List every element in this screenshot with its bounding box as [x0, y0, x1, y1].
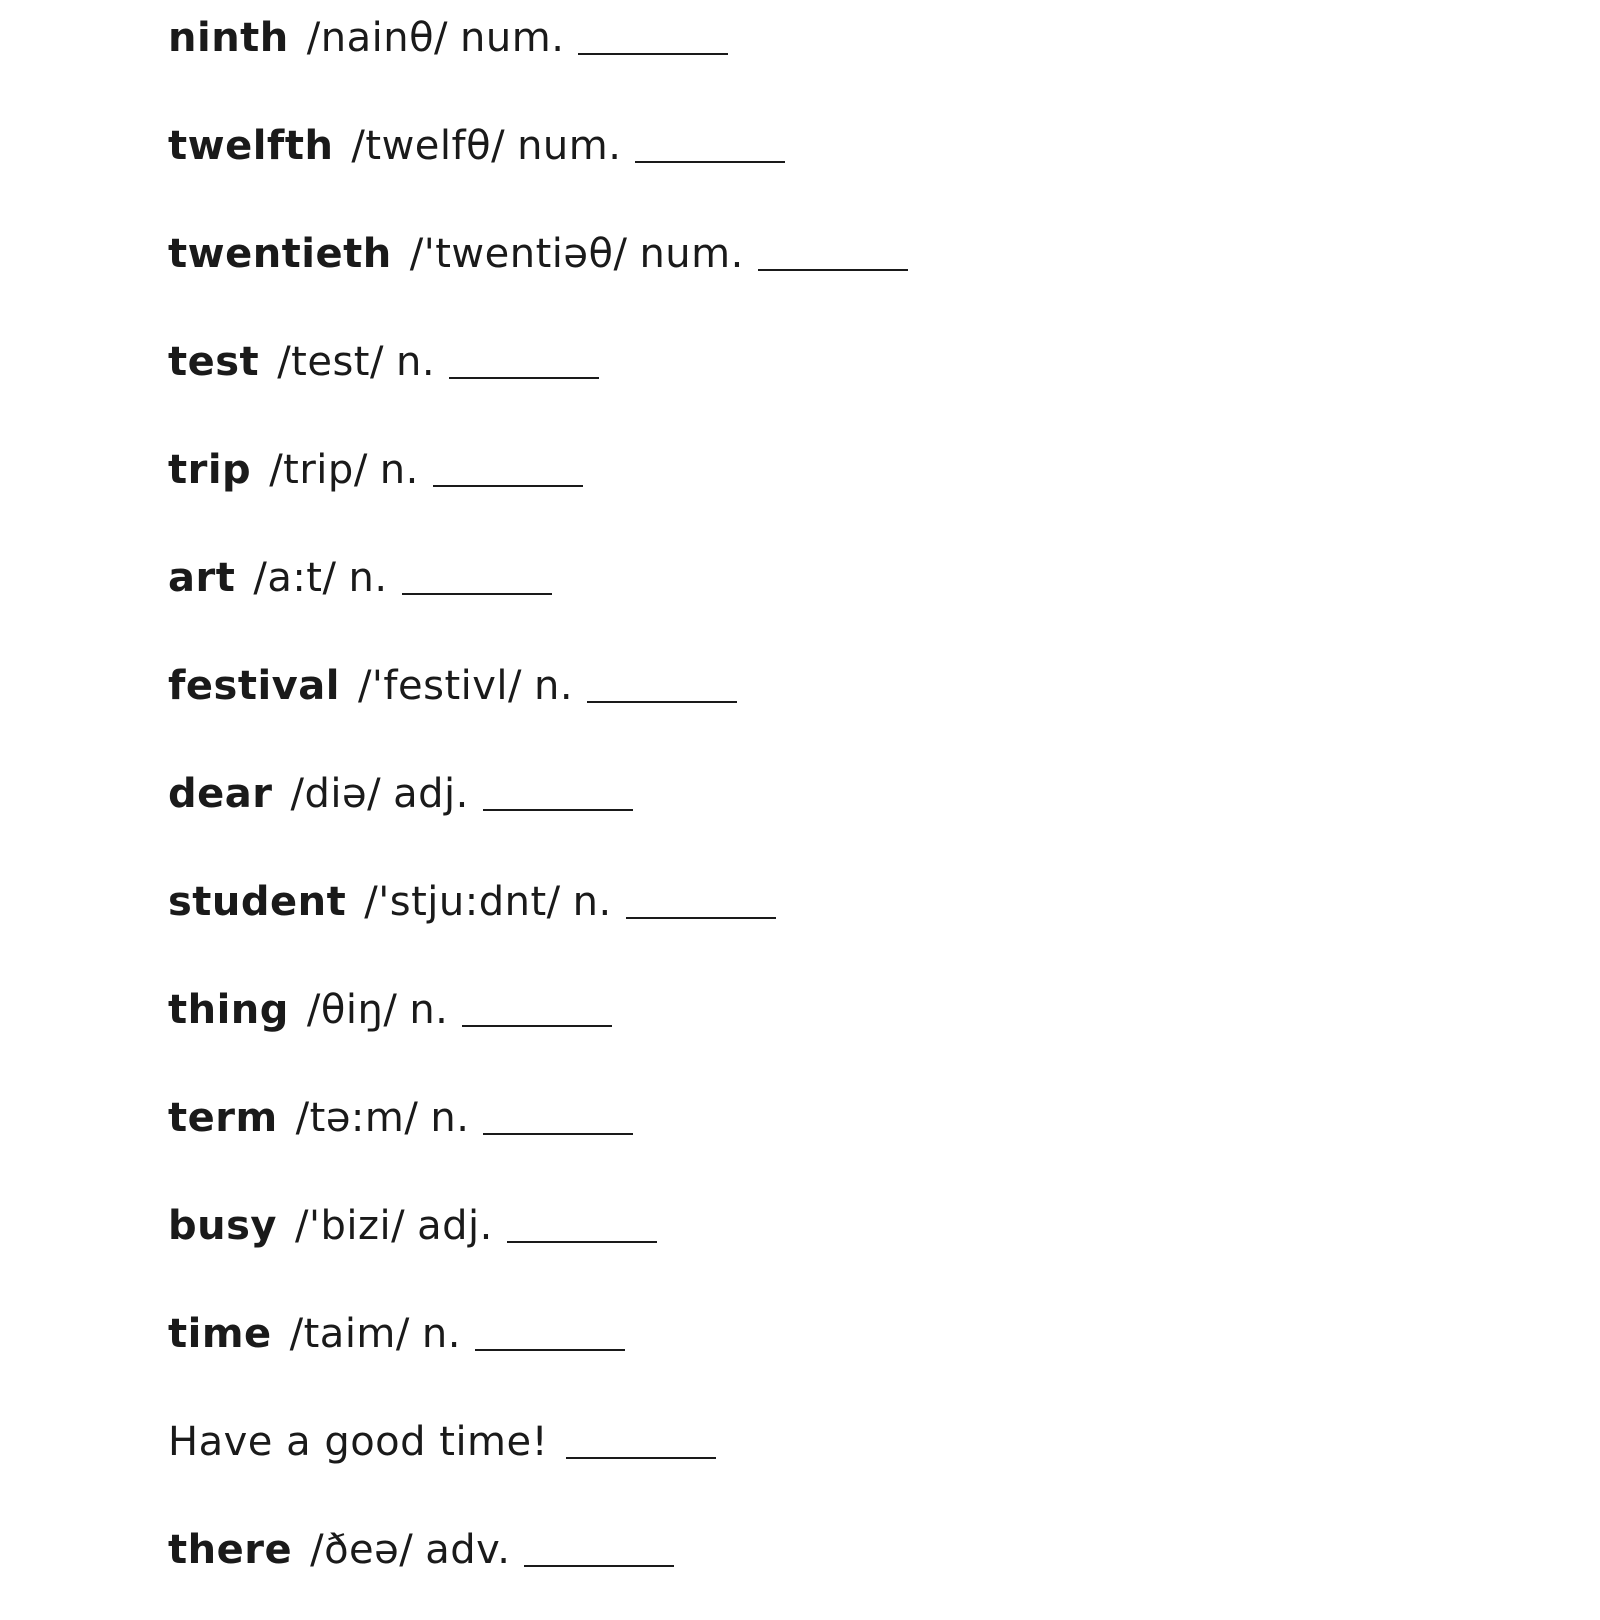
vocab-item-student: [168, 864, 908, 972]
answer-blank[interactable]: [507, 1241, 657, 1243]
vocab-phonetic: /twelfθ/: [351, 123, 506, 169]
vocab-item-busy: [168, 1188, 908, 1296]
vocab-phonetic: /'twentiəθ/: [409, 231, 628, 277]
vocab-word: busy: [168, 1203, 277, 1249]
vocab-item-festival: [168, 648, 908, 756]
vocab-word: ninth: [168, 15, 289, 61]
vocab-word: twelfth: [168, 123, 334, 169]
vocab-item-dear: [168, 756, 908, 864]
vocab-phonetic: /'bizi/: [295, 1203, 406, 1249]
answer-blank[interactable]: [462, 1025, 612, 1027]
vocab-phonetic: /ðeə/: [310, 1527, 414, 1573]
vocab-phonetic: /tə:m/: [295, 1095, 419, 1141]
answer-blank[interactable]: [635, 161, 785, 163]
vocab-phonetic: /'festivl/: [357, 663, 523, 709]
vocab-word: thing: [168, 987, 289, 1033]
vocab-part-of-speech: num.: [460, 15, 565, 61]
vocab-word: there: [168, 1527, 293, 1573]
answer-blank[interactable]: [587, 701, 737, 703]
vocab-item-art: [168, 540, 908, 648]
vocab-item-there: [168, 1512, 908, 1620]
answer-blank[interactable]: [566, 1457, 716, 1459]
vocab-phonetic: /'stju:dnt/: [364, 879, 561, 925]
vocab-part-of-speech: n.: [572, 879, 612, 925]
vocab-part-of-speech: adj.: [417, 1203, 493, 1249]
vocab-phonetic: /test/: [277, 339, 384, 385]
answer-blank[interactable]: [449, 377, 599, 379]
answer-blank[interactable]: [524, 1565, 674, 1567]
vocabulary-list: [168, 0, 908, 1620]
vocab-part-of-speech: adj.: [393, 771, 469, 817]
answer-blank[interactable]: [475, 1349, 625, 1351]
vocab-word: student: [168, 879, 347, 925]
vocab-word: trip: [168, 447, 252, 493]
vocab-item-phrase: [168, 1404, 908, 1512]
vocab-item-twentieth: [168, 216, 908, 324]
answer-blank[interactable]: [402, 593, 552, 595]
vocab-word: twentieth: [168, 231, 392, 277]
answer-blank[interactable]: [433, 485, 583, 487]
vocab-item-trip: [168, 432, 908, 540]
vocab-phonetic: /diə/: [290, 771, 382, 817]
vocab-part-of-speech: adv.: [425, 1527, 511, 1573]
vocab-part-of-speech: n.: [430, 1095, 470, 1141]
answer-blank[interactable]: [483, 1133, 633, 1135]
answer-blank[interactable]: [578, 53, 728, 55]
vocab-part-of-speech: n.: [348, 555, 388, 601]
vocab-phonetic: /a:t/: [253, 555, 337, 601]
vocab-item-thing: [168, 972, 908, 1080]
vocab-word: term: [168, 1095, 278, 1141]
vocab-part-of-speech: n.: [421, 1311, 461, 1357]
vocab-item-term: [168, 1080, 908, 1188]
vocab-phonetic: /nainθ/: [306, 15, 449, 61]
vocab-word: test: [168, 339, 260, 385]
vocab-part-of-speech: n.: [379, 447, 419, 493]
vocab-part-of-speech: n.: [395, 339, 436, 385]
vocab-word: festival: [168, 663, 340, 709]
answer-blank[interactable]: [483, 809, 633, 811]
vocab-item-test: [168, 324, 908, 432]
answer-blank[interactable]: [626, 917, 776, 919]
vocab-item-ninth: [168, 0, 908, 108]
vocab-item-twelfth: [168, 108, 908, 216]
vocab-phonetic: /trip/: [269, 447, 368, 493]
vocab-word: dear: [168, 771, 273, 817]
vocab-phonetic: /θiŋ/: [306, 987, 398, 1033]
vocab-word: time: [168, 1311, 272, 1357]
vocab-item-time: [168, 1296, 908, 1404]
vocab-part-of-speech: n.: [534, 663, 574, 709]
vocab-phonetic: /taim/: [289, 1311, 410, 1357]
answer-blank[interactable]: [758, 269, 908, 271]
vocab-part-of-speech: num.: [517, 123, 622, 169]
vocab-word: art: [168, 555, 236, 601]
vocab-part-of-speech: num.: [639, 231, 744, 277]
vocab-phrase: Have a good time!: [168, 1419, 549, 1465]
vocab-part-of-speech: n.: [409, 987, 449, 1033]
